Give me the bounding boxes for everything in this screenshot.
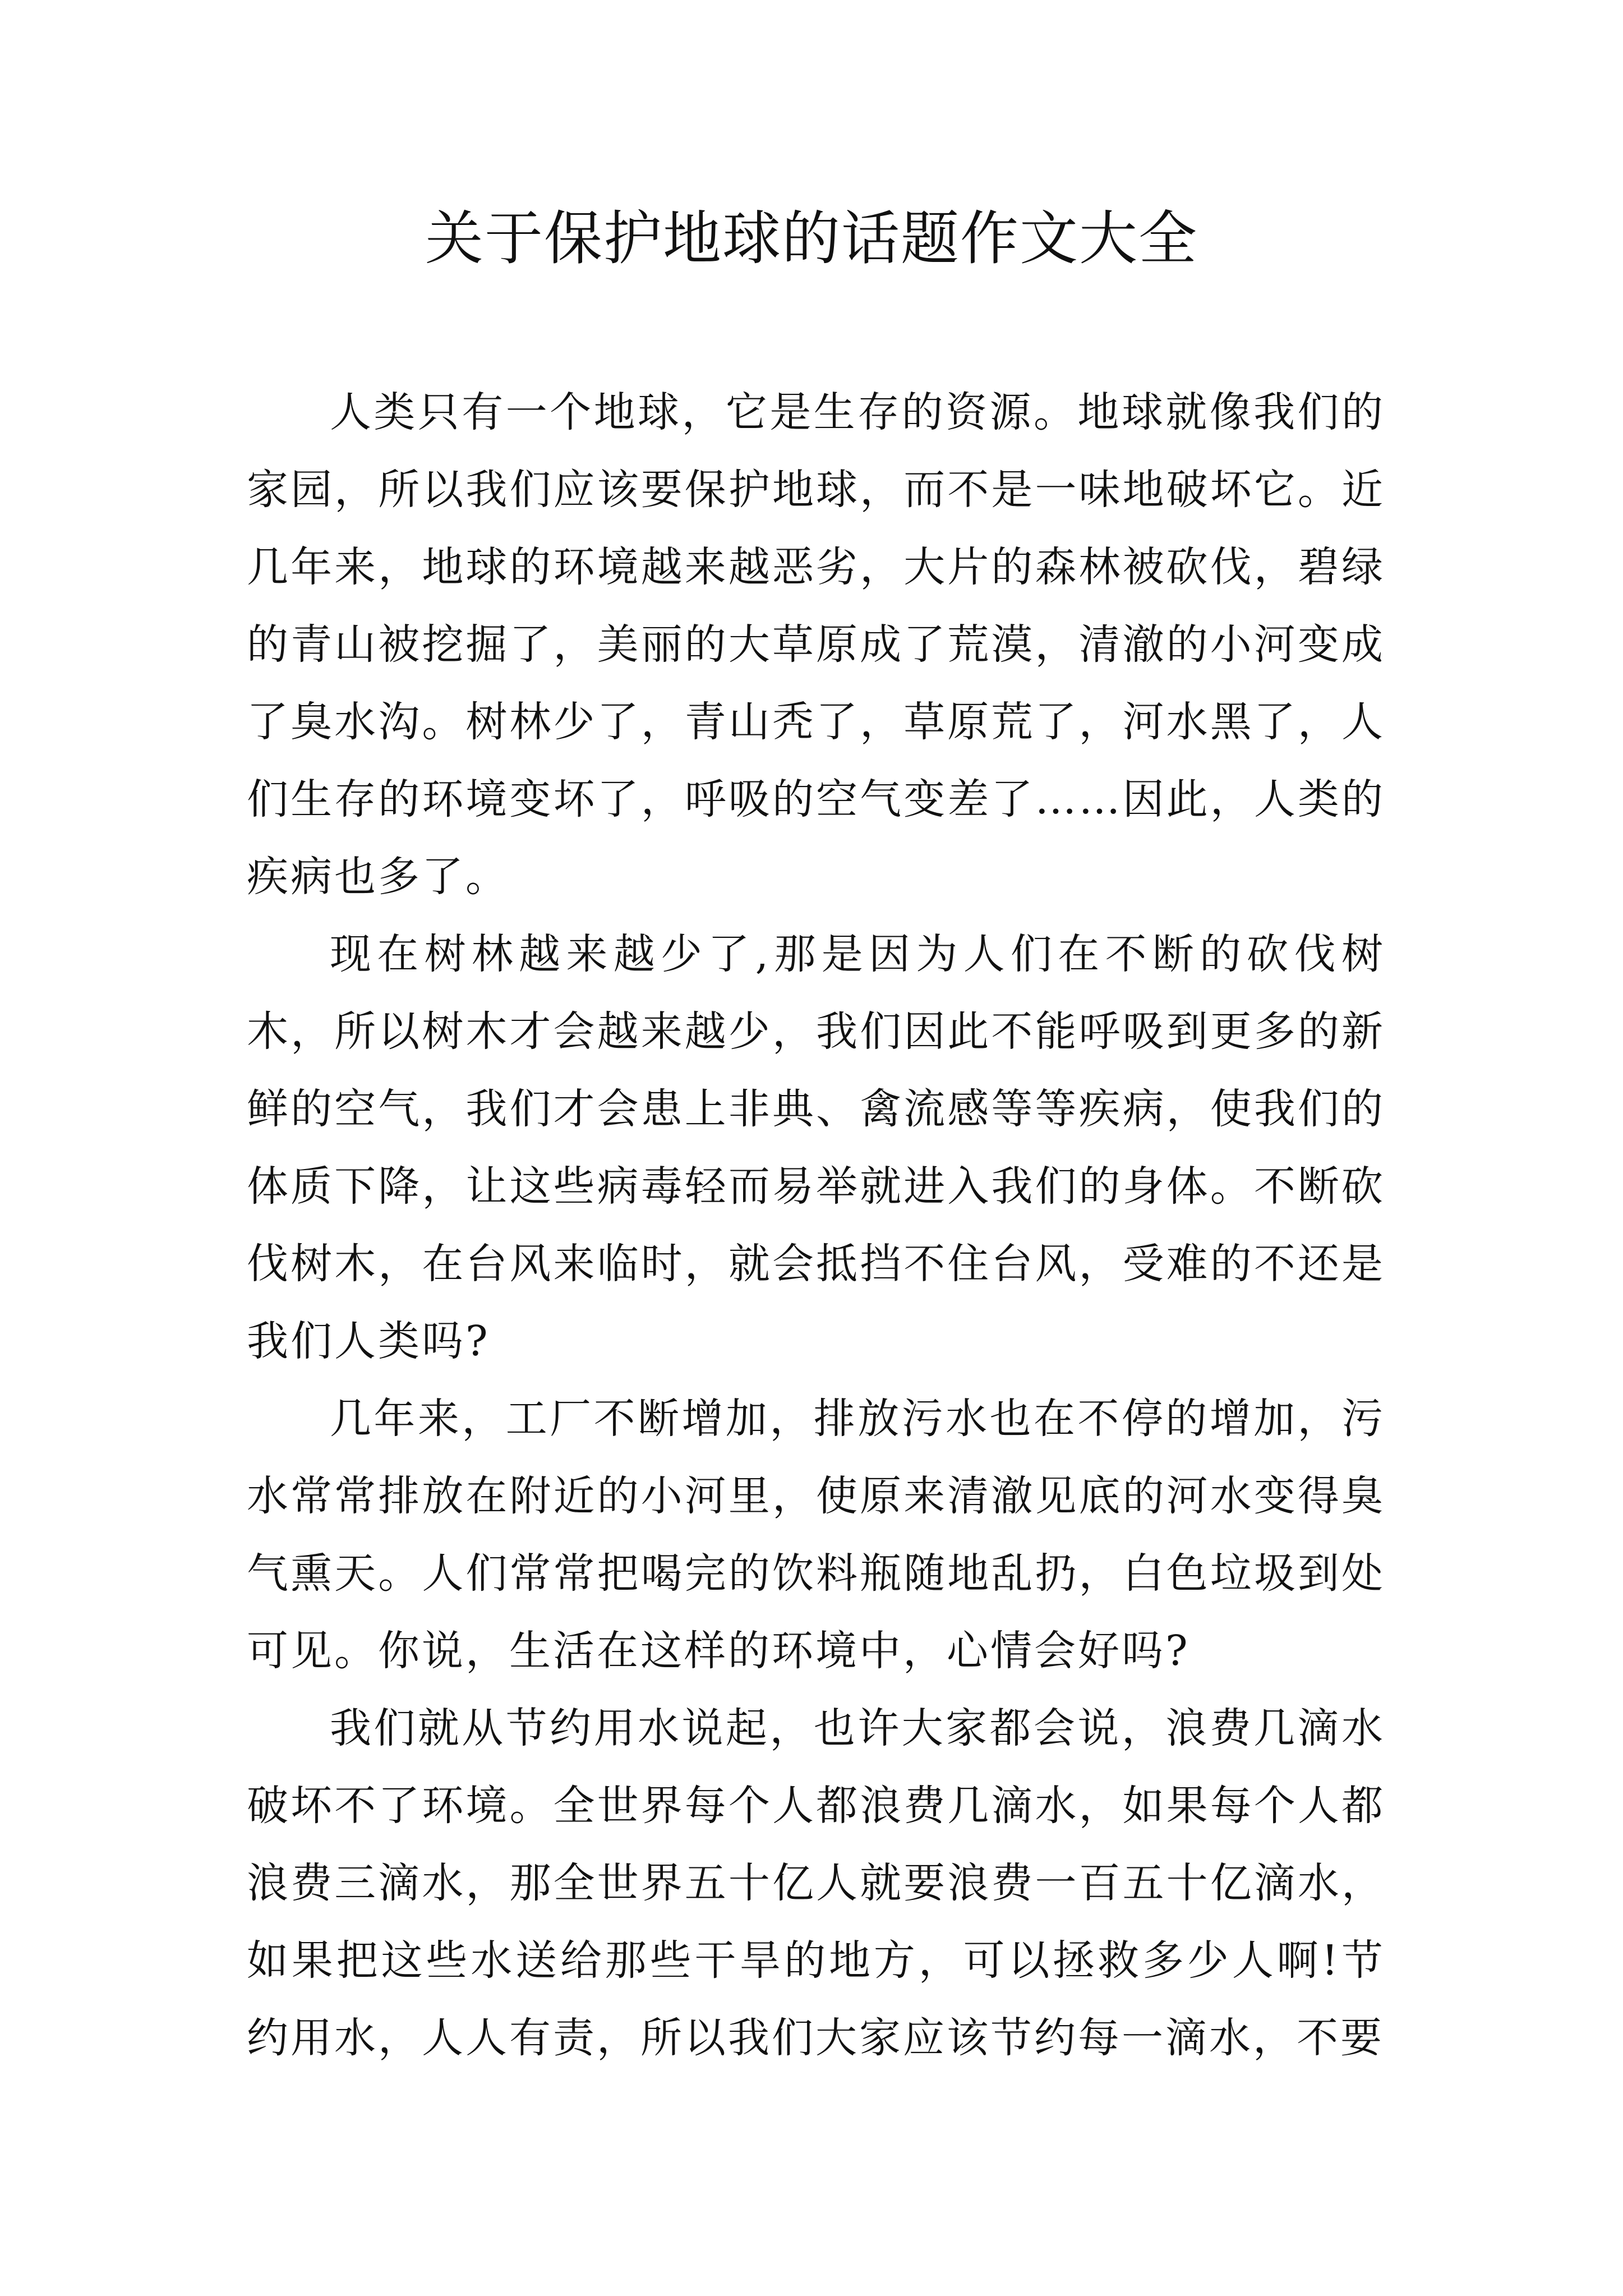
document-title: 关于保护地球的话题作文大全	[425, 204, 1198, 273]
paragraph-1: 人类只有一个地球，它是生存的资源。地球就像我们的家园，所以我们应该要保护地球，而不是一味地破坏它。近几年来，地球的环境越来越恶劣，大片的森林被砍伐，碧绿的青山被挖掘了，美丽的大草原成了荒漠，清澈的小河变成了臭水沟。树林少了，青山秃了，草原荒了，河水黑了，人们生存的环境变坏了，呼吸的空气变差了……因此，人类的疾病也多了。	[247, 388, 1385, 901]
paragraph-3: 几年来，工厂不断增加，排放污水也在不停的增加，污水常常排放在附近的小河里，使原来清澈见底的河水变得臭气熏天。人们常常把喝完的饮料瓶随地乱扔，白色垃圾到处可见。你说，生活在这样的环境中，心情会好吗?	[247, 1395, 1385, 1675]
paragraph-4: 我们就从节约用水说起，也许大家都会说，浪费几滴水破坏不了环境。全世界每个人都浪费几滴水，如果每个人都浪费三滴水，那全世界五十亿人就要浪费一百五十亿滴水，如果把这些水送给那些干旱的地方，可以拯救多少人啊!节约用水，人人有责，所以我们大家应该节约每一滴水，不要	[247, 1704, 1385, 2062]
document-body	[247, 374, 1385, 2077]
paragraph-2: 现在树林越来越少了,那是因为人们在不断的砍伐树木，所以树木才会越来越少，我们因此不能呼吸到更多的新鲜的空气，我们才会患上非典、禽流感等等疾病，使我们的体质下降，让这些病毒轻而易举就进入我们的身体。不断砍伐树木，在台风来临时，就会抵挡不住台风，受难的不还是我们人类吗?	[247, 930, 1385, 1365]
